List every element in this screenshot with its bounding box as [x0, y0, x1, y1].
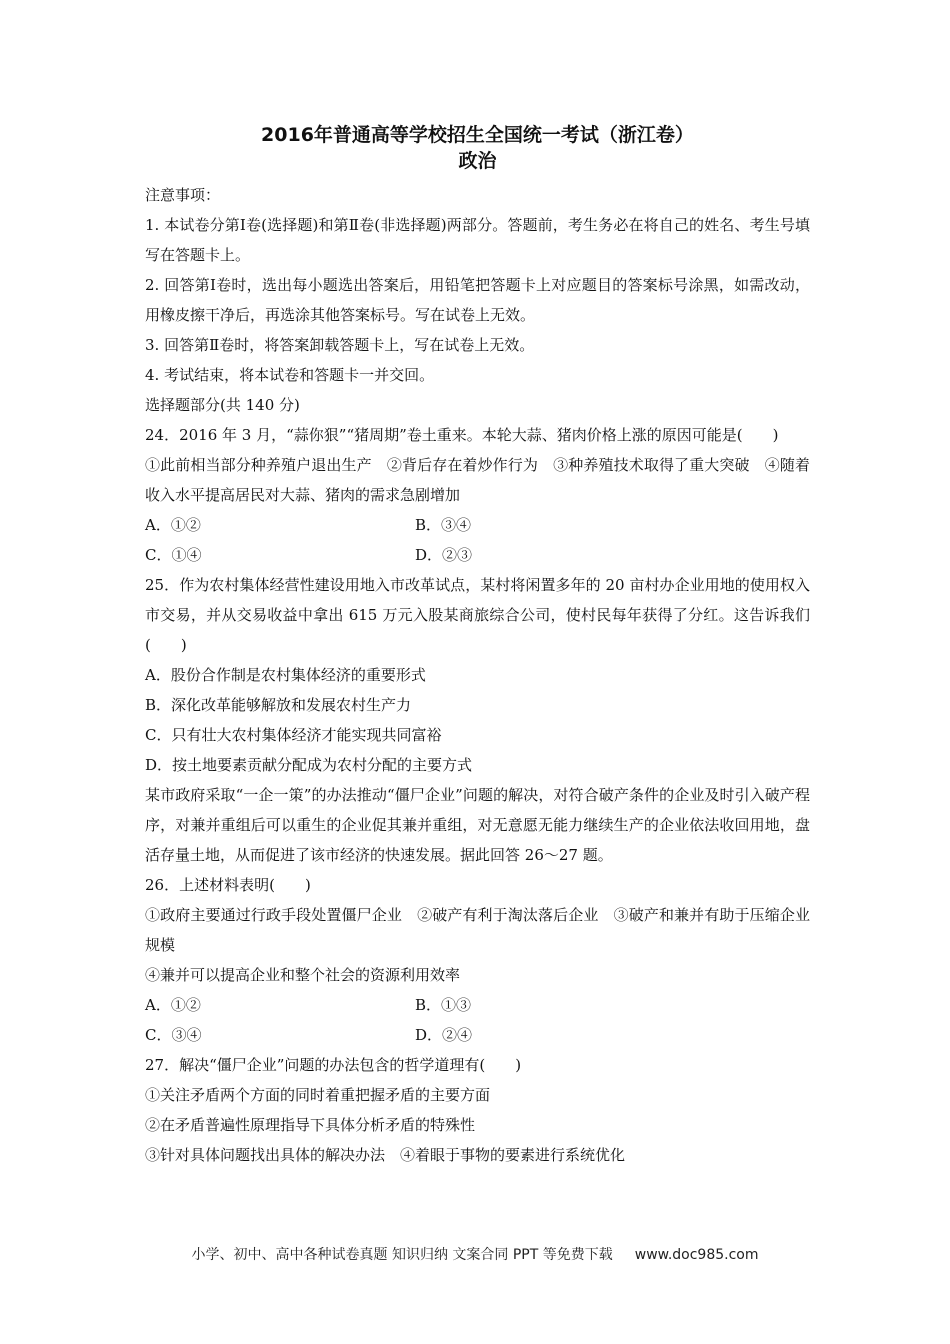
reading-material: 某市政府采取“一企一策”的办法推动“僵尸企业”问题的解决，对符合破产条件的企业及时引入破产程序，对兼并重组后可以重生的企业促其兼并重组，对无意愿无能力继续生产的企业依法收回用地，盘活存量土地，从而促进了该市经济的快速发展。据此回答 26～27 题。	[145, 786, 810, 864]
note-item: 4. 考试结束，将本试卷和答题卡一并交回。	[145, 366, 435, 384]
question-25-stem: 25．作为农村集体经营性建设用地入市改革试点，某村将闲置多年的 20 亩村办企业用地的使用权入市交易，并从交易收益中拿出 615 万元入股某商旅综合公司，使村民每年获得了分红。这告诉我们( )	[145, 576, 810, 654]
question-26-stem: 26．上述材料表明( )	[145, 876, 311, 894]
exam-page	[145, 122, 810, 1170]
option-a: A．①②	[145, 996, 201, 1014]
option-b: B．①③	[415, 996, 472, 1014]
question-24-options-row1	[145, 510, 810, 540]
option-c: C．①④	[145, 546, 202, 564]
option-b: B．③④	[415, 516, 472, 534]
note-item: 1. 本试卷分第Ⅰ卷(选择题)和第Ⅱ卷(非选择题)两部分。答题前，考生务必在将自己的姓名、考生号填写在答题卡上。	[145, 216, 810, 264]
option-a: A．股份合作制是农村集体经济的重要形式	[145, 666, 426, 684]
question-27-statement: ①关注矛盾两个方面的同时着重把握矛盾的主要方面	[145, 1086, 491, 1104]
section-heading: 选择题部分(共 140 分)	[145, 396, 300, 414]
option-d: D．按土地要素贡献分配成为农村分配的主要方式	[145, 756, 473, 774]
question-26-statement-4: ④兼并可以提高企业和整个社会的资源利用效率	[145, 966, 461, 984]
option-b: B．深化改革能够解放和发展农村生产力	[145, 696, 412, 714]
option-a: A．①②	[145, 516, 201, 534]
note-item: 2. 回答第Ⅰ卷时，选出每小题选出答案后，用铅笔把答题卡上对应题目的答案标号涂黑，如需改动，用橡皮擦干净后，再选涂其他答案标号。写在试卷上无效。	[145, 276, 810, 324]
question-24-stem: 24．2016 年 3 月，“蒜你狠”“猪周期”卷土重来。本轮大蒜、猪肉价格上涨的原因可能是( )	[145, 426, 779, 444]
option-c: C．③④	[145, 1026, 202, 1044]
question-27-statement: ②在矛盾普遍性原理指导下具体分析矛盾的特殊性	[145, 1116, 476, 1134]
question-27-statement: ③针对具体问题找出具体的解决办法 ④着眼于事物的要素进行系统优化	[145, 1146, 626, 1164]
question-24-options-row2	[145, 540, 810, 570]
option-c: C．只有壮大农村集体经济才能实现共同富裕	[145, 726, 442, 744]
question-26-options-row2	[145, 1020, 810, 1050]
question-26-statements: ①政府主要通过行政手段处置僵尸企业 ②破产有利于淘汰落后企业 ③破产和兼并有助于压缩企业规模	[145, 906, 810, 954]
note-item: 3. 回答第Ⅱ卷时，将答案卸载答题卡上，写在试卷上无效。	[145, 336, 535, 354]
footer-text: 小学、初中、高中各种试卷真题 知识归纳 文案合同 PPT 等免费下载	[191, 1247, 613, 1263]
notes-heading: 注意事项：	[145, 186, 221, 204]
question-24-statements: ①此前相当部分种养殖户退出生产 ②背后存在着炒作行为 ③种养殖技术取得了重大突破 ④随着收入水平提高居民对大蒜、猪肉的需求急剧增加	[145, 456, 810, 504]
question-26-options-row1	[145, 990, 810, 1020]
page-footer	[0, 1244, 950, 1264]
exam-subject: 政治	[458, 150, 497, 172]
option-d: D．②④	[415, 1026, 473, 1044]
footer-url[interactable]: www.doc985.com	[634, 1247, 759, 1263]
option-d: D．②③	[415, 546, 473, 564]
exam-title: 2016年普通高等学校招生全国统一考试（浙江卷）	[261, 124, 694, 146]
question-27-stem: 27．解决“僵尸企业”问题的办法包含的哲学道理有( )	[145, 1056, 522, 1074]
